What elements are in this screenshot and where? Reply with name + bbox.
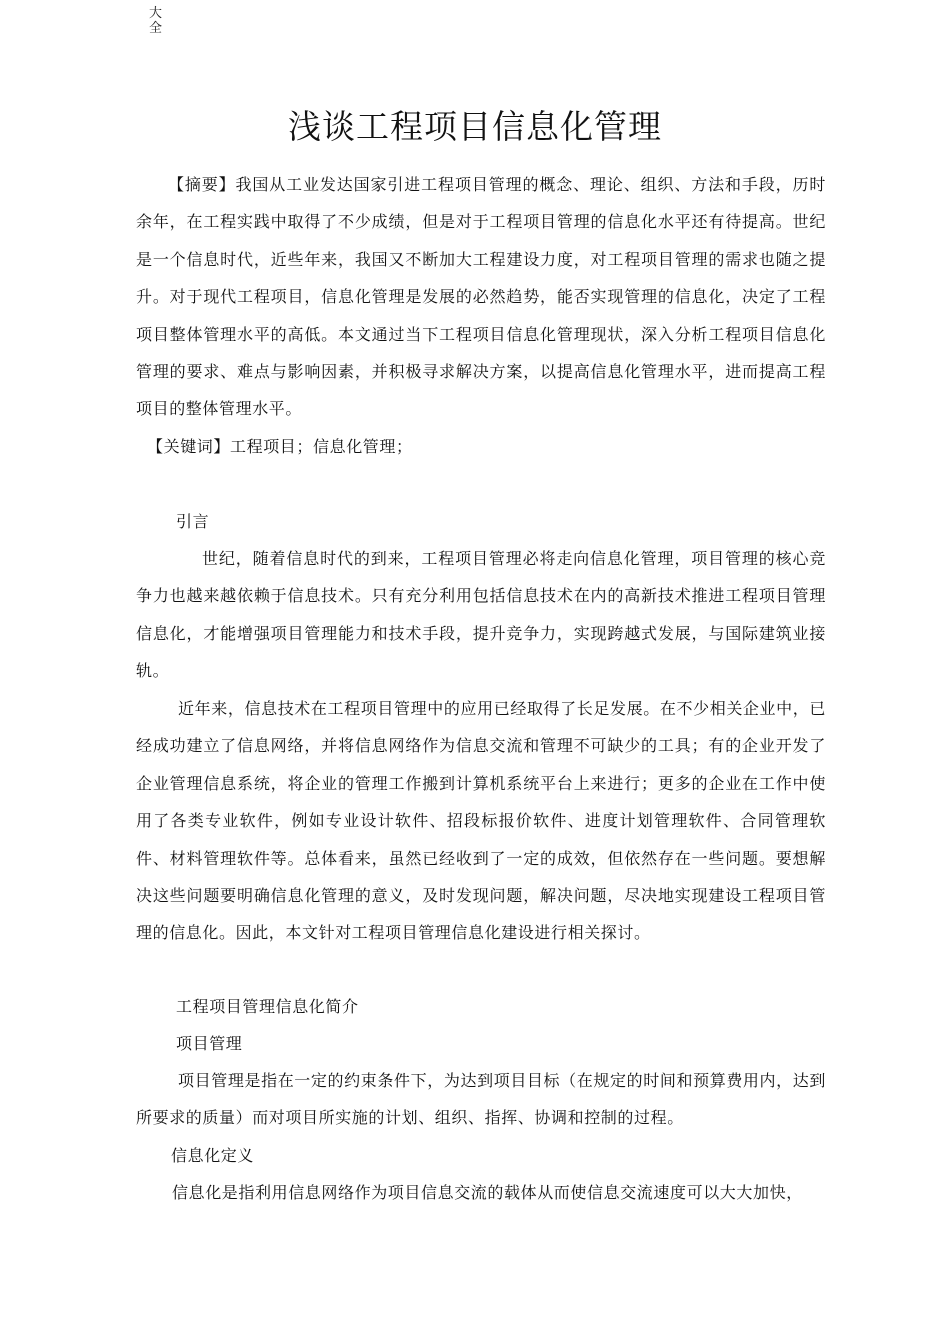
project-management-paragraph: 项目管理是指在一定的约束条件下，为达到项目目标（在规定的时间和预算费用内，达到所要求的质量）而对项目所实施的计划、组织、指挥、协调和控制的过程。 xyxy=(136,1071,826,1128)
document-title: 浅谈工程项目信息化管理 xyxy=(288,107,662,146)
intro-paragraph-1: 世纪，随着信息时代的到来，工程项目管理必将走向信息化管理，项目管理的核心竞争力也越来越依赖于信息技术。只有充分利用包括信息技术在内的高新技术推进工程项目管理信息化，才能增强项目管理能力和技术手段，提升竞争力，实现跨越式发展，与国际建筑业接轨。 xyxy=(136,549,826,681)
intro-heading: 引言 xyxy=(176,512,210,531)
subheading-project-management: 项目管理 xyxy=(176,1034,243,1053)
section-heading-overview: 工程项目管理信息化简介 xyxy=(176,997,359,1016)
header-corner-text: 大全 xyxy=(149,6,163,36)
abstract-paragraph: 【摘要】我国从工业发达国家引进工程项目管理的概念、理论、组织、方法和手段，历时余年，在工程实践中取得了不少成绩，但是对于工程项目管理的信息化水平还有待提高。世纪是一个信息时代，近些年来，我国又不断加大工程建设力度，对工程项目管理的需求也随之提升。对于现代工程项目，信息化管理是发展的必然趋势，能否实现管理的信息化，决定了工程项目整体管理水平的高低。本文通过当下工程项目信息化管理现状，深入分析工程项目信息化管理的要求、难点与影响因素，并积极寻求解决方案，以提高信息化管理水平，进而提高工程项目的整体管理水平。 xyxy=(136,175,826,419)
intro-paragraph-2: 近年来，信息技术在工程项目管理中的应用已经取得了长足发展。在不少相关企业中，已经成功建立了信息网络，并将信息网络作为信息交流和管理不可缺少的工具；有的企业开发了企业管理信息系统，将企业的管理工作搬到计算机系统平台上来进行；更多的企业在工作中使用了各类专业软件，例如专业设计软件、招段标报价软件、进度计划管理软件、合同管理软件、材料管理软件等。总体看来，虽然已经收到了一定的成效，但依然存在一些问题。要想解决这些问题要明确信息化管理的意义，及时发现问题，解决问题，尽决地实现建设工程项目管理的信息化。因此，本文针对工程项目管理信息化建设进行相关探讨。 xyxy=(136,699,826,943)
keywords-line: 【关键词】工程项目；信息化管理； xyxy=(147,437,413,456)
subheading-informatization-definition: 信息化定义 xyxy=(171,1146,255,1165)
informatization-definition-paragraph: 信息化是指利用信息网络作为项目信息交流的载体从而使信息交流速度可以大大加快， xyxy=(172,1183,803,1202)
